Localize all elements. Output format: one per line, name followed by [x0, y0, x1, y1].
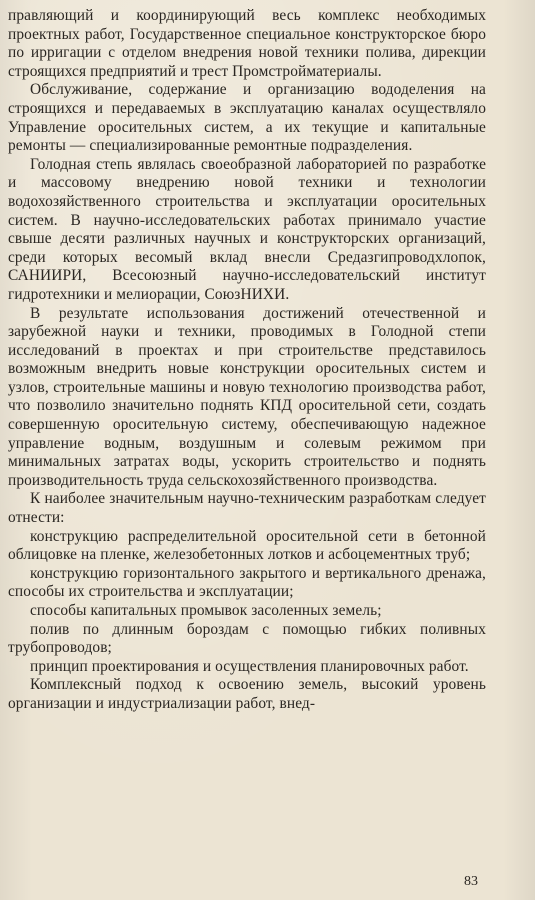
list-item: принцип проектирования и осуществления планировочных работ.: [30, 657, 469, 675]
body-text: [8, 7, 486, 714]
page-number: 83: [464, 874, 478, 889]
paragraph: правляющий и координирующий весь комплекс необходимых проектных работ, Государственное специальное конструкторское бюро по ирригации с отделом внедрения новой техники полива, дирекции строящихся предприятий и трест Промстройматериалы.: [8, 7, 486, 80]
paragraph: Обслуживание, содержание и организацию вододеления на строящихся и передаваемых в эксплуатацию каналах осуществляло Управление оросительных систем, а их текущие и капитальные ремонты — специализированные ремонтные подразделения.: [8, 81, 486, 155]
paragraph: В результате использования достижений отечественной и зарубежной науки и техники, проводимых в Голодной степи исследований в проектах и при строительстве представилось возможным внедрить новые конструкции оросительных систем и узлов, строительные машины и новую технологию производства работ, что позволило значительно поднять КПД оросительной сети, создать совершенную оросительную систему, обеспечивающую надежное управление водным, воздушным и солевым режимом при минимальных затратах воды, ускорить строительство и поднять производительность труда сельскохозяйственного производства.: [8, 304, 486, 489]
paragraph: Комплексный подход к освоению земель, высокий уровень организации и индустриализации работ, внед-: [8, 676, 486, 712]
paragraph: К наиболее значительным научно-техническим разработкам следует отнести:: [8, 490, 486, 527]
list-item: конструкцию распределительной оросительной сети в бетонной облицовке на пленке, железобетонных лотков и асбоцементных труб;: [8, 527, 486, 564]
paragraph: Голодная степь являлась своеобразной лабораторией по разработке и массовому внедрению новой техники и технологии водохозяйственного строительства и эксплуатации оросительных систем. В научно-исследовательских работах принимало участие свыше десяти различных научных и конструкторских организаций, среди которых весомый вклад внесли Средазгипроводхлопок, САНИИРИ, Всесоюзный научно-исследовательский институт гидротехники и мелиорации, СоюзНИХИ.: [8, 155, 486, 303]
list-item: полив по длинным бороздам с помощью гибких поливных трубопроводов;: [8, 620, 486, 657]
list-item: способы капитальных промывок засоленных земель;: [30, 602, 382, 619]
list-item: конструкцию горизонтального закрытого и вертикального дренажа, способы их строительства и эксплуатации;: [8, 564, 486, 601]
